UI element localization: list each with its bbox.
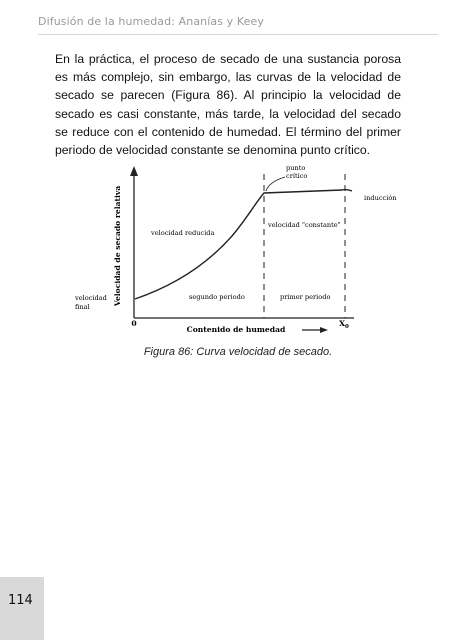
page-number-box [0, 577, 44, 640]
y-axis-label: Velocidad de secado relativa [113, 185, 122, 307]
figure-caption: Figura 86: Curva velocidad de secado. [143, 346, 333, 358]
page-number: 114 [8, 593, 33, 608]
first-period-label: primer periodo [280, 293, 331, 301]
final-rate-label-line1: velocidad [75, 294, 107, 302]
critical-point-pointer [266, 177, 285, 191]
x-axis-label: Contenido de humedad [186, 325, 286, 334]
critical-point-label-line1: punto [286, 164, 306, 172]
x0-label: $X_0$ [339, 319, 349, 330]
body-paragraph: En la práctica, el proceso de secado de una sustancia porosa es más complejo, sin embargo, las curvas de la velocidad de secado se parecen (Figura 86). Al principio la velocidad de secado es casi constante, más tarde, la velocidad del secado se reduce con el contenido de humedad. El término del primer periodo de velocidad constante se denomina punto crítico. [55, 52, 401, 158]
drying-curve-diagram [72, 160, 412, 345]
reduced-rate-label: velocidad reducida [151, 229, 215, 237]
final-rate-label-line2: final [75, 303, 90, 311]
induction-label: inducción [364, 194, 397, 202]
second-period-label: segundo periodo [189, 293, 245, 301]
constant-rate-label: velocidad "constante" [268, 221, 341, 229]
critical-point-label-line2: crítico [286, 172, 308, 180]
header-divider [38, 34, 438, 35]
running-header: Difusión de la humedad: Ananías y Keey [38, 15, 264, 28]
y-axis-arrow-icon [130, 166, 138, 176]
origin-label: 0 [131, 319, 137, 328]
drying-rate-figure [72, 160, 412, 345]
drying-rate-curve [135, 190, 352, 299]
x-label-arrow-icon [320, 327, 328, 333]
